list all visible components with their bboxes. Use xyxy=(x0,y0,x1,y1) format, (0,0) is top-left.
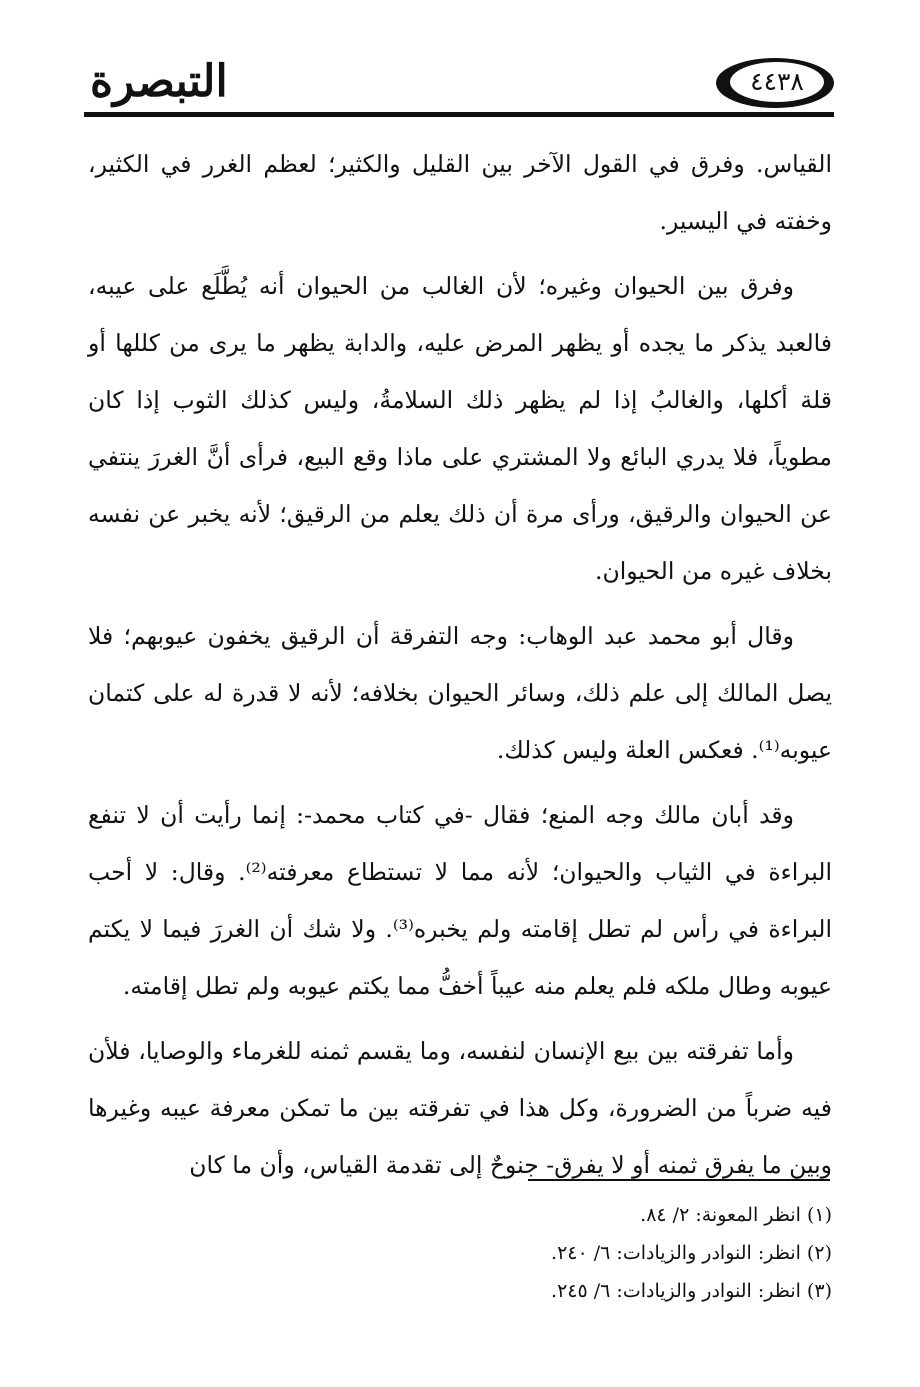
footnotes xyxy=(92,1196,832,1310)
footnote: (١) انظر المعونة: ٢/ ٨٤. xyxy=(640,1204,832,1226)
paragraph: وفرق بين الحيوان وغيره؛ لأن الغالب من الحيوان أنه يُطَّلَع على عيبه، فالعبد يذكر ما يجده أو يظهر المرض عليه، والدابة يظهر ما يرى من كللها أو قلة أكلها، والغالبُ إذا لم يظهر ذلك السلامةُ، وليس كذلك الثوب إذا كان مطوياً، فلا يدري البائع ولا المشتري على ماذا وقع البيع، فرأى أنَّ الغررَ ينتفي عن الحيوان والرقيق، ورأى مرة أن ذلك يعلم من الرقيق؛ لأنه يخبر عن نفسه بخلاف غيره من الحيوان. xyxy=(88,272,832,585)
footnote: (٣) انظر: النوادر والزيادات: ٦/ ٢٤٥. xyxy=(551,1280,832,1302)
footnote: (٢) انظر: النوادر والزيادات: ٦/ ٢٤٠. xyxy=(551,1242,832,1264)
main-text xyxy=(88,136,832,1202)
book-title: التبصرة xyxy=(90,56,228,107)
page-header xyxy=(84,48,834,122)
page-number-badge xyxy=(716,58,834,108)
paragraph: وقد أبان مالك وجه المنع؛ فقال -في كتاب محمد-: إنما رأيت أن لا تنفع البراءة في الثياب والحيوان؛ لأنه مما لا تستطاع معرفته⁽²⁾. وقال: لا أحب البراءة في رأس لم تطل إقامته ولم يخبره⁽³⁾. ولا شك أن الغررَ فيما لا يكتم عيوبه وطال ملكه فلم يعلم منه عيباً أخفُّ مما يكتم عيوبه ولم تطل إقامته. xyxy=(88,801,832,1000)
page-number: ٤٤٣٨ xyxy=(730,62,824,102)
header-rule xyxy=(84,112,834,117)
paragraph: وأما تفرقته بين بيع الإنسان لنفسه، وما يقسم ثمنه للغرماء والوصايا، فلأن فيه ضرباً من الضرورة، وكل هذا في تفرقته بين ما تمكن معرفة عيبه وغيرها وبين ما يفرق ثمنه أو لا يفرق- جنوحٌ إلى تقدمة القياس، وأن ما كان xyxy=(88,1037,832,1179)
footnote-separator xyxy=(528,1179,830,1181)
paragraph: وقال أبو محمد عبد الوهاب: وجه التفرقة أن الرقيق يخفون عيوبهم؛ فلا يصل المالك إلى علم ذلك، وسائر الحيوان بخلافه؛ لأنه لا قدرة له على كتمان عيوبه⁽¹⁾. فعكس العلة وليس كذلك. xyxy=(88,622,832,764)
paragraph: القياس. وفرق في القول الآخر بين القليل والكثير؛ لعظم الغرر في الكثير، وخفته في اليسير. xyxy=(88,150,832,235)
